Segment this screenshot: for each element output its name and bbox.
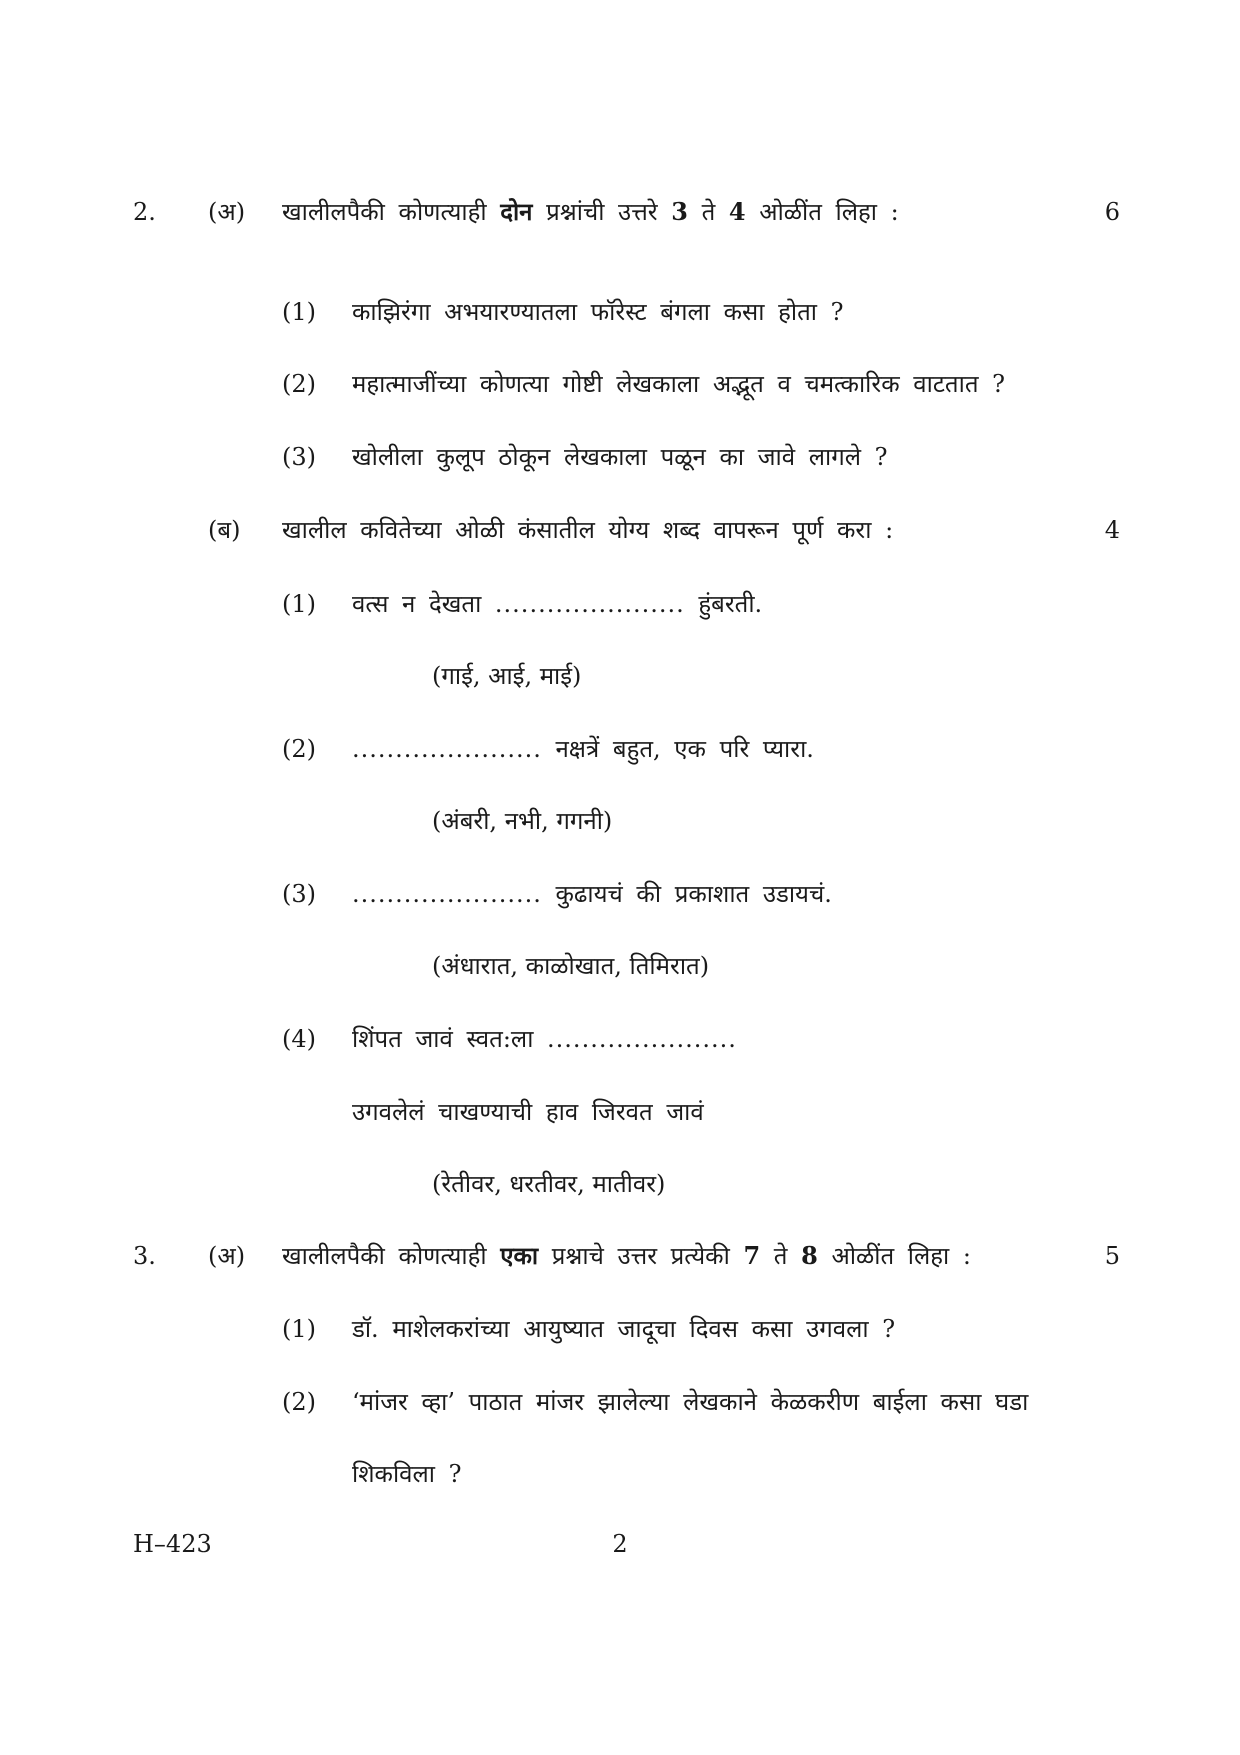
- q2b-item-4-line-2: उगवलेलं चाखण्याची हाव जिरवत जावं: [352, 1098, 704, 1126]
- q2b-item-4-line: [352, 1023, 737, 1055]
- instr-text: खालीलपैकी कोणत्याही: [282, 198, 501, 226]
- fill-blank: ......................: [352, 735, 542, 763]
- question-3a-label: (अ): [208, 1242, 246, 1270]
- question-2b-marks: 4: [1104, 516, 1120, 544]
- q2b-item-2-line: [352, 733, 814, 765]
- instr-bold: 8: [801, 1241, 818, 1270]
- q2a-item-3-text: खोलीला कुलूप ठोकून लेखकाला पळून का जावे लागले ?: [352, 443, 888, 471]
- instr-bold: दोन: [500, 197, 533, 226]
- q2b-item-4-options: (रेतीवर, धरतीवर, मातीवर): [432, 1170, 666, 1198]
- q2a-item-1-number: (1): [282, 298, 316, 326]
- q2b-item-4-number: (4): [282, 1025, 316, 1053]
- question-2a-instruction: [282, 196, 899, 228]
- instr-text: ओळींत लिहा :: [745, 198, 899, 226]
- fill-before: वत्स न देखता: [352, 590, 495, 618]
- question-2a-marks: 6: [1104, 198, 1120, 226]
- fill-blank: ......................: [494, 590, 685, 618]
- fill-after: नक्षत्रें बहुत, एक परि प्यारा.: [541, 735, 814, 763]
- paper-code: H–423: [133, 1530, 212, 1558]
- question-3a-instruction: [282, 1240, 971, 1272]
- fill-blank: ......................: [352, 880, 542, 908]
- fill-blank: ......................: [547, 1025, 737, 1053]
- q3a-item-2-text-cont: शिकविला ?: [352, 1460, 462, 1488]
- q2a-item-2-text: महात्माजींच्या कोणत्या गोष्टी लेखकाला अद्भूत व चमत्कारिक वाटतात ?: [352, 370, 1005, 398]
- q2b-item-1-options: (गाई, आई, माई): [432, 662, 582, 690]
- page-number: 2: [612, 1530, 628, 1558]
- q3a-item-1-number: (1): [282, 1315, 316, 1343]
- instr-bold: 7: [743, 1241, 761, 1270]
- question-2b-label: (ब): [208, 516, 241, 544]
- q3a-item-2-text: ‘मांजर व्हा’ पाठात मांजर झालेल्या लेखकाने केळकरीण बाईला कसा घडा: [352, 1388, 1029, 1416]
- instr-text: खालीलपैकी कोणत्याही: [282, 1242, 501, 1270]
- instr-bold: एका: [500, 1241, 539, 1270]
- q2b-item-1-line: [352, 588, 762, 620]
- q3a-item-1-text: डॉ. माशेलकरांच्या आयुष्यात जादूचा दिवस कसा उगवला ?: [352, 1315, 896, 1343]
- instr-text: ओळींत लिहा :: [817, 1242, 971, 1270]
- question-2-number: 2.: [133, 198, 156, 226]
- instr-text: ते: [687, 198, 729, 226]
- instr-text: प्रश्नांची उत्तरे: [532, 198, 672, 226]
- q2a-item-2-number: (2): [282, 370, 316, 398]
- q2b-item-3-number: (3): [282, 880, 316, 908]
- q2a-item-1-text: काझिरंगा अभयारण्यातला फॉरेस्ट बंगला कसा होता ?: [352, 298, 844, 326]
- instr-text: ते: [760, 1242, 802, 1270]
- q2b-item-3-options: (अंधारात, काळोखात, तिमिरात): [432, 952, 710, 980]
- fill-after: हुंबरती.: [684, 590, 763, 618]
- fill-before: शिंपत जावं स्वत:ला: [352, 1025, 548, 1053]
- question-3a-marks: 5: [1104, 1242, 1120, 1270]
- question-2a-label: (अ): [208, 198, 246, 226]
- q2a-item-3-number: (3): [282, 443, 316, 471]
- question-2b-instruction: खालील कवितेच्या ओळी कंसातील योग्य शब्द वापरून पूर्ण करा :: [282, 516, 894, 544]
- instr-bold: 3: [671, 197, 688, 226]
- q3a-item-2-number: (2): [282, 1388, 316, 1416]
- q2b-item-2-options: (अंबरी, नभी, गगनी): [432, 807, 613, 835]
- instr-text: प्रश्नाचे उत्तर प्रत्येकी: [538, 1242, 744, 1270]
- q2b-item-2-number: (2): [282, 735, 316, 763]
- question-3-number: 3.: [133, 1242, 156, 1270]
- q2b-item-3-line: [352, 878, 832, 910]
- instr-bold: 4: [728, 197, 746, 226]
- fill-after: कुढायचं की प्रकाशात उडायचं.: [541, 880, 832, 908]
- q2b-item-1-number: (1): [282, 590, 316, 618]
